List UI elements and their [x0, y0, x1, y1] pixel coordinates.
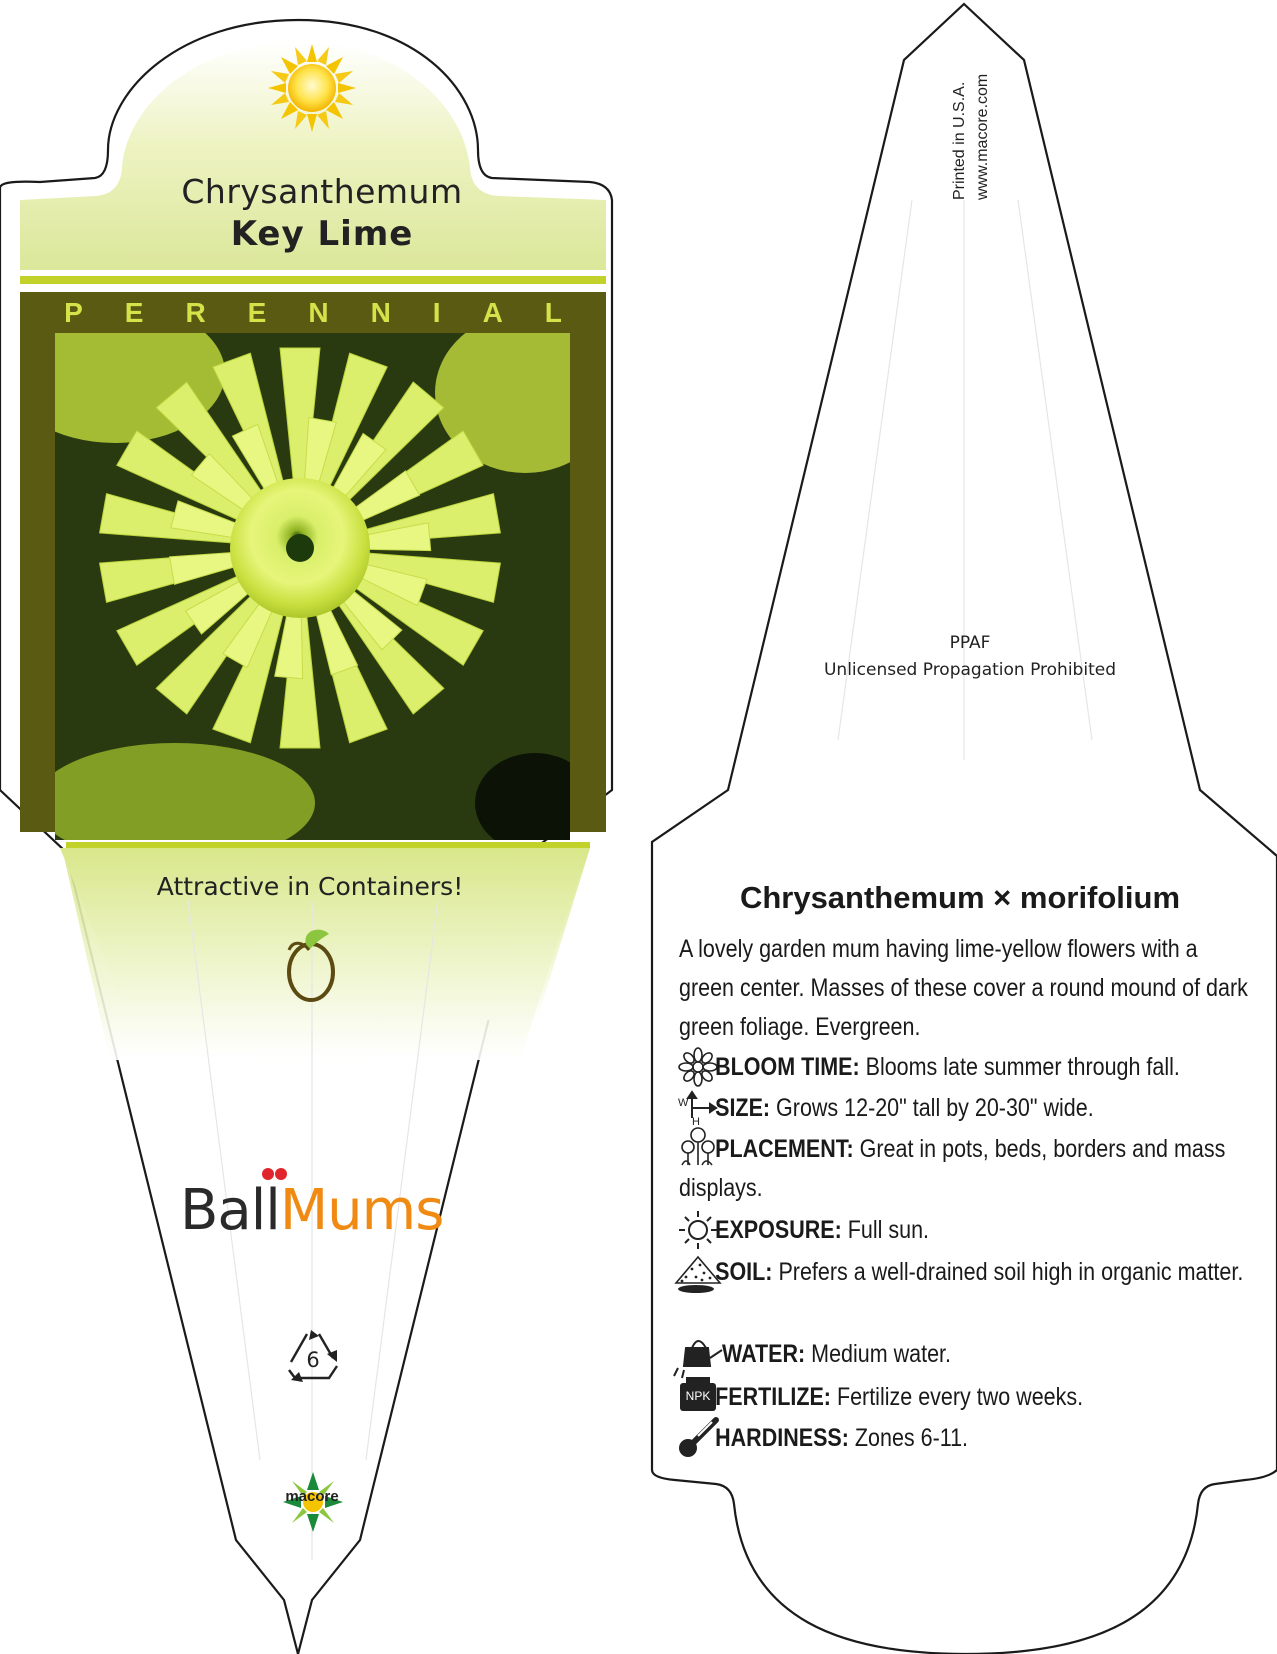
attr-text: Prefers a well-drained soil high in organic matter.	[778, 1258, 1244, 1286]
size-icon-w-letter: W	[678, 1097, 689, 1109]
attr-text: Fertilize every two weeks.	[836, 1383, 1084, 1411]
attr-label: PLACEMENT:	[715, 1135, 854, 1163]
front-lower-rule	[66, 842, 590, 848]
attr-label: SIZE:	[715, 1094, 771, 1122]
attr-hardiness	[679, 1419, 1247, 1458]
website-label: www.macore.com	[974, 73, 991, 200]
variety-name: Key Lime	[230, 214, 414, 254]
category-label: PERENNIAL	[64, 297, 604, 328]
attr-text: Blooms late summer through fall.	[865, 1053, 1180, 1081]
ball-mums-logo	[180, 1178, 444, 1243]
attr-text: Zones 6-11.	[854, 1424, 969, 1452]
macore-logo-word: macore	[285, 1488, 339, 1505]
common-name: Chrysanthemum	[181, 172, 463, 211]
attr-label: BLOOM TIME:	[715, 1053, 860, 1081]
attr-text: Grows 12-20" tall by 20-30" wide.	[776, 1094, 1094, 1122]
attr-size	[679, 1089, 1247, 1128]
flower-photo-art	[55, 333, 570, 840]
attr-label: SOIL:	[715, 1258, 773, 1286]
attr-water	[679, 1335, 1247, 1374]
attr-text: Medium water.	[811, 1340, 951, 1368]
ball-logo-word: Ball	[180, 1178, 280, 1243]
attr-text: Full sun.	[847, 1216, 930, 1244]
flower-photo	[55, 333, 570, 840]
sun-logo-icon	[268, 44, 356, 132]
attr-soil	[679, 1253, 1247, 1292]
attr-text: Great in pots, beds, borders and mass displays.	[679, 1135, 1226, 1202]
recycle-code: 6	[306, 1348, 320, 1372]
botanical-name: Chrysanthemum × morifolium	[739, 880, 1181, 915]
npk-icon-text: NPK	[685, 1389, 711, 1403]
attr-fertilize	[679, 1378, 1247, 1417]
attr-label: HARDINESS:	[715, 1424, 849, 1452]
front-header-rule	[20, 276, 606, 284]
ppaf-label: PPAF	[949, 633, 991, 653]
attr-label: WATER:	[722, 1340, 806, 1368]
attr-label: FERTILIZE:	[715, 1383, 831, 1411]
attr-bloom-time	[679, 1048, 1247, 1087]
size-icon-h-letter: H	[692, 1116, 700, 1128]
printed-in-label: Printed in U.S.A.	[951, 81, 968, 200]
attr-placement	[679, 1130, 1247, 1208]
attr-label: EXPOSURE:	[715, 1216, 842, 1244]
attr-exposure	[679, 1211, 1247, 1250]
mums-logo-word: Mums	[279, 1178, 444, 1243]
propagation-notice: Unlicensed Propagation Prohibited	[823, 660, 1116, 680]
tagline: Attractive in Containers!	[156, 872, 464, 901]
plant-description: A lovely garden mum having lime-yellow flowers with a green center. Masses of these cover a round mound of dark green foliage. Evergreen.	[679, 935, 1248, 1041]
